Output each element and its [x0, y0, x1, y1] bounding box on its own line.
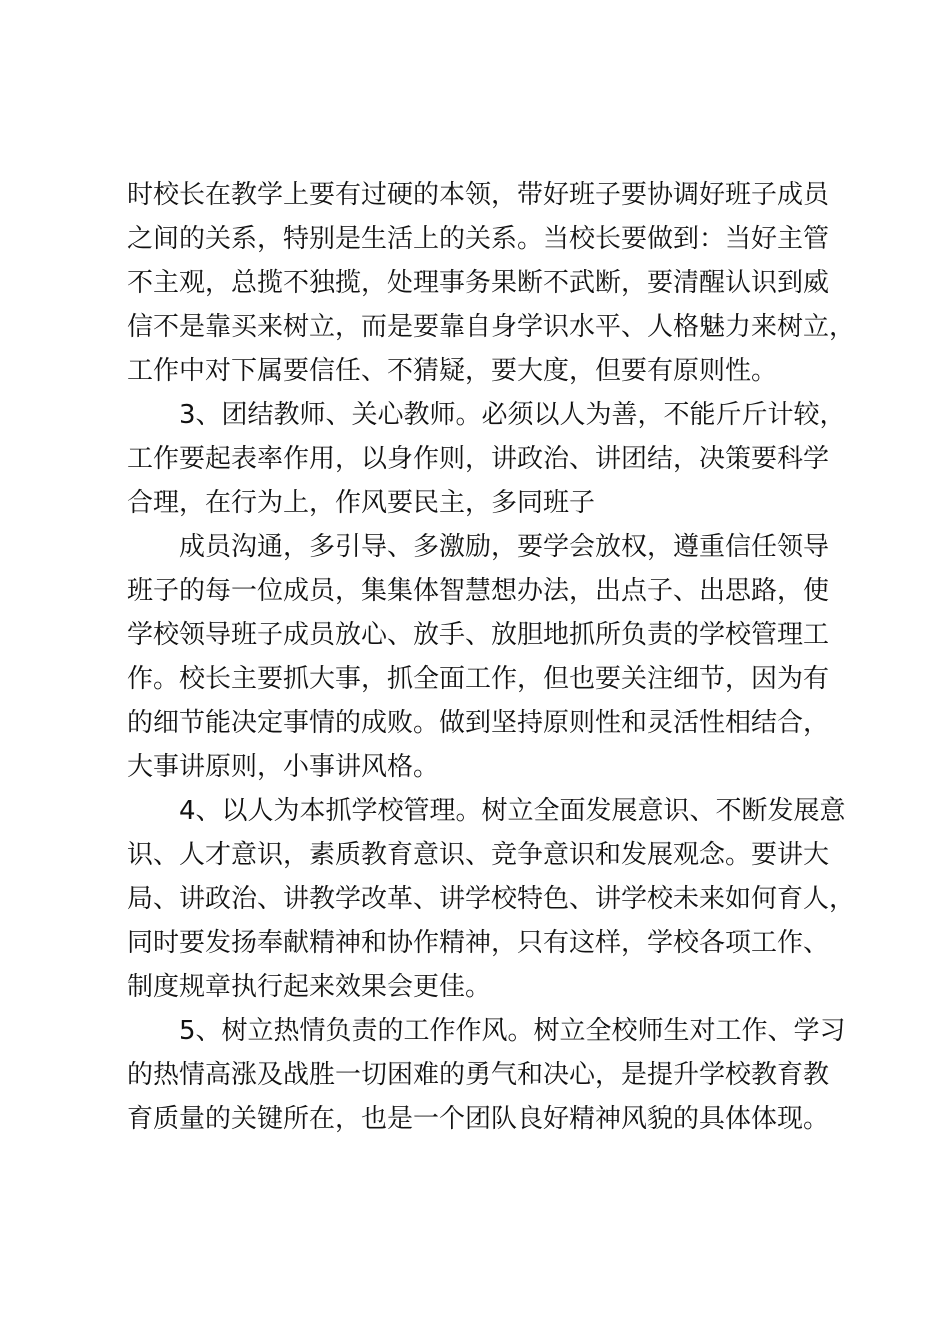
text-line: 制度规章执行起来效果会更佳。: [127, 972, 492, 1002]
text-line: 班子的每一位成员，集集体智慧想办法，出点子、出思路，使: [127, 576, 830, 606]
text-line: 的热情高涨及战胜一切困难的勇气和决心，是提升学校教育教: [127, 1060, 830, 1090]
text-line: 之间的关系，特别是生活上的关系。当校长要做到：当好主管: [127, 224, 830, 254]
text-line: 4、以人为本抓学校管理。树立全面发展意识、不断发展意: [179, 796, 846, 826]
text-line: 同时要发扬奉献精神和协作精神，只有这样，学校各项工作、: [127, 928, 830, 958]
text-line: 信不是靠买来树立，而是要靠自身学识水平、人格魅力来树立，: [127, 312, 856, 342]
paragraph-3: [127, 525, 837, 789]
document-body: [127, 173, 856, 1141]
text-line: 合理，在行为上，作风要民主，多同班子: [127, 488, 596, 518]
paragraph-5: [127, 1009, 846, 1141]
text-line: 5、树立热情负责的工作作风。树立全校师生对工作、学习: [179, 1016, 846, 1046]
text-line: 不主观，总揽不独揽，处理事务果断不武断，要清醒认识到威: [127, 268, 830, 298]
text-line: 时校长在教学上要有过硬的本领，带好班子要协调好班子成员: [127, 180, 830, 210]
text-line: 工作中对下属要信任、不猜疑，要大度，但要有原则性。: [127, 356, 778, 386]
text-line: 作。校长主要抓大事，抓全面工作，但也要关注细节，因为有: [127, 664, 830, 694]
text-line: 3、团结教师、关心教师。必须以人为善，不能斤斤计较，: [179, 400, 846, 430]
text-line: 局、讲政治、讲教学改革、讲学校特色、讲学校未来如何育人，: [127, 884, 856, 914]
text-line: 成员沟通，多引导、多激励，要学会放权，遵重信任领导: [179, 532, 830, 562]
text-line: 育质量的关键所在，也是一个团队良好精神风貌的具体体现。: [127, 1104, 830, 1134]
paragraph-1: [127, 173, 856, 393]
text-line: 大事讲原则，小事讲风格。: [127, 752, 440, 782]
text-line: 学校领导班子成员放心、放手、放胆地抓所负责的学校管理工: [127, 620, 830, 650]
paragraph-2: [127, 393, 846, 525]
text-line: 的细节能决定事情的成败。做到坚持原则性和灵活性相结合，: [127, 708, 830, 738]
paragraph-4: [127, 789, 856, 1009]
text-line: 识、人才意识，素质教育意识、竞争意识和发展观念。要讲大: [127, 840, 830, 870]
text-line: 工作要起表率作用，以身作则，讲政治、讲团结，决策要科学: [127, 444, 830, 474]
